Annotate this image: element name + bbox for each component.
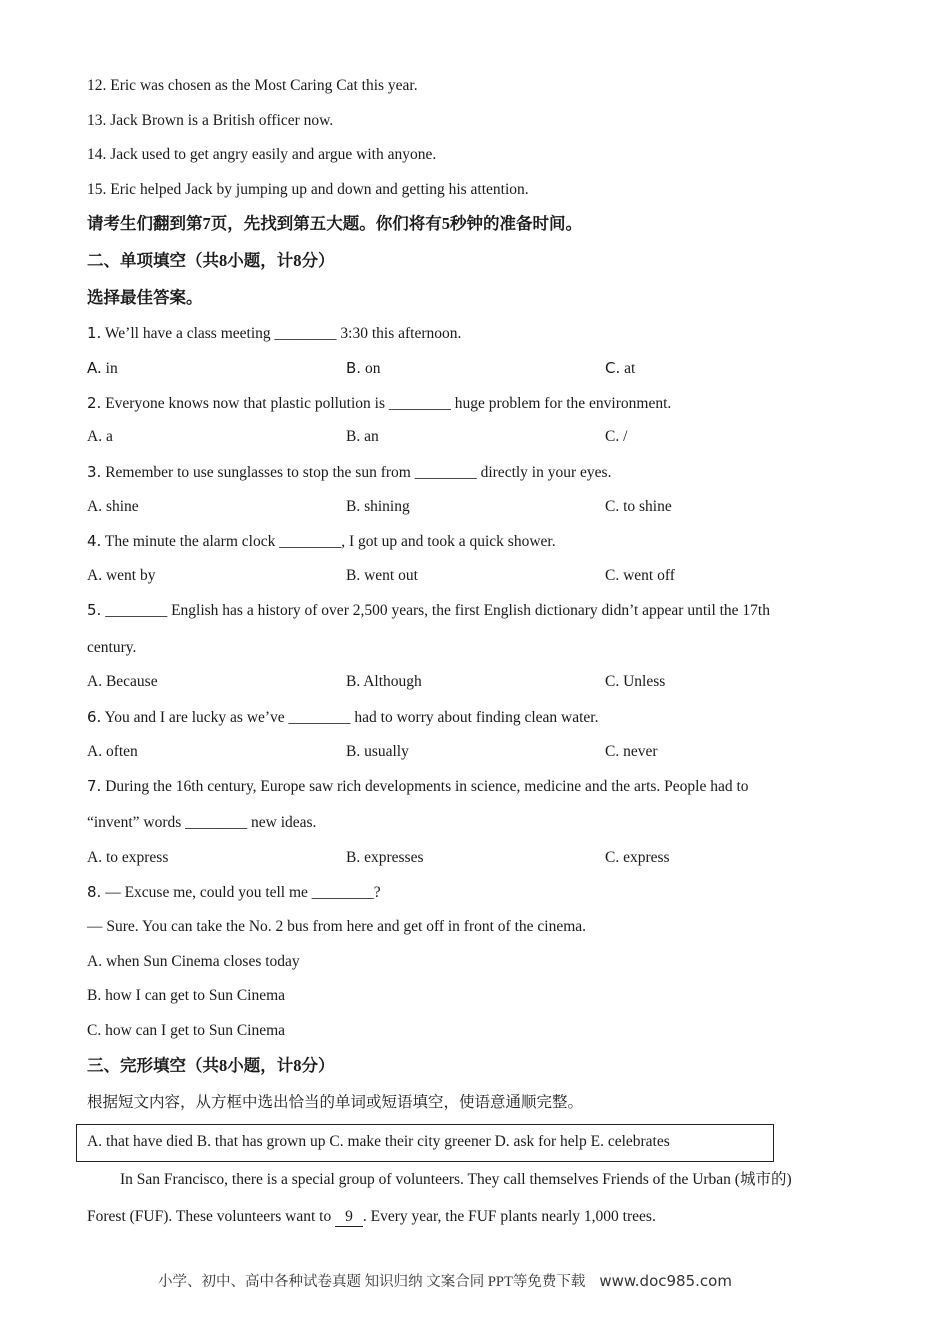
section-3-instruction: 根据短文内容，从方框中选出恰当的单词或短语填空，使语意通顺完整。 (87, 1094, 584, 1111)
q7-option-a[interactable]: A. to express (87, 849, 169, 866)
statement-13: 13. Jack Brown is a British officer now. (87, 112, 334, 129)
question-8-response: — Sure. You can take the No. 2 bus from here and get off in front of the cinema. (87, 918, 587, 935)
q7-option-b[interactable]: B. expresses (346, 849, 424, 866)
q5-option-a[interactable]: A. Because (87, 673, 158, 690)
question-7-continued: “invent” words ________ new ideas. (87, 814, 317, 831)
question-number: 8. (87, 883, 102, 901)
statement-15: 15. Eric helped Jack by jumping up and down and getting his attention. (87, 181, 529, 198)
q3-option-c[interactable]: C. to shine (605, 498, 672, 515)
q4-option-a[interactable]: A. went by (87, 567, 156, 584)
question-3 (87, 462, 611, 483)
q6-option-a[interactable]: A. often (87, 743, 138, 760)
q2-option-c[interactable]: C. / (605, 428, 628, 445)
q1-option-b[interactable] (346, 358, 380, 379)
q1-option-c[interactable] (605, 358, 635, 379)
question-text: ________ English has a history of over 2,500 years, the first English dictionary didn’t appear until the 17th (101, 602, 770, 619)
q1-option-a[interactable] (87, 358, 118, 379)
statement-12: 12. Eric was chosen as the Most Caring Cat this year. (87, 77, 418, 94)
option-letter: A. (87, 359, 102, 377)
q5-option-c[interactable]: C. Unless (605, 673, 666, 690)
q6-option-b[interactable]: B. usually (346, 743, 409, 760)
question-text: The minute the alarm clock ________, I got up and took a quick shower. (101, 533, 556, 550)
question-text: Remember to use sunglasses to stop the sun from ________ directly in your eyes. (101, 464, 612, 481)
question-text: You and I are lucky as we’ve ________ had to worry about finding clean water. (101, 709, 599, 726)
q8-option-a[interactable]: A. when Sun Cinema closes today (87, 953, 300, 970)
blank-9[interactable]: 9 (335, 1208, 363, 1227)
q5-option-b[interactable]: B. Although (346, 673, 422, 690)
question-5 (87, 600, 770, 621)
word-bank-options: A. that have died B. that has grown up C. make their city greener D. ask for help E. celebrates (87, 1133, 670, 1150)
q4-option-b[interactable]: B. went out (346, 567, 418, 584)
question-5-continued: century. (87, 639, 137, 656)
q2-option-b[interactable]: B. an (346, 428, 379, 445)
q8-option-c[interactable]: C. how can I get to Sun Cinema (87, 1022, 286, 1039)
question-text: — Excuse me, could you tell me ________? (101, 884, 381, 901)
option-text: at (620, 360, 636, 377)
option-letter: B. (346, 359, 362, 377)
passage-text: . Every year, the FUF plants nearly 1,000 trees. (362, 1208, 656, 1225)
q6-option-c[interactable]: C. never (605, 743, 658, 760)
q7-option-c[interactable]: C. express (605, 849, 670, 866)
question-6 (87, 707, 598, 728)
statement-14: 14. Jack used to get angry easily and argue with anyone. (87, 146, 437, 163)
question-number: 4. (87, 532, 102, 550)
question-2 (87, 393, 671, 414)
footer-text: 小学、初中、高中各种试卷真题 知识归纳 文案合同 PPT等免费下载 (158, 1274, 586, 1290)
passage-line-1: In San Francisco, there is a special group of volunteers. They call themselves Friends of the Urban (城市的) (120, 1171, 792, 1188)
q3-option-a[interactable]: A. shine (87, 498, 139, 515)
question-8 (87, 882, 381, 903)
question-4 (87, 531, 556, 552)
q3-option-b[interactable]: B. shining (346, 498, 410, 515)
word-bank-box (76, 1124, 774, 1162)
option-letter: C. (605, 359, 621, 377)
passage-text: Forest (FUF). These volunteers want to (87, 1208, 336, 1225)
question-text: During the 16th century, Europe saw rich developments in science, medicine and the arts. People had to (101, 778, 749, 795)
question-1 (87, 323, 461, 344)
page-footer (158, 1270, 732, 1291)
question-text: We’ll have a class meeting ________ 3:30 this afternoon. (101, 325, 462, 342)
question-number: 3. (87, 463, 102, 481)
question-text: Everyone knows now that plastic pollution is ________ huge problem for the environment. (101, 395, 672, 412)
section-2-title: 二、单项填空（共8小题，计8分） (87, 251, 335, 270)
question-number: 1. (87, 324, 102, 342)
question-number: 7. (87, 777, 102, 795)
q8-option-b[interactable]: B. how I can get to Sun Cinema (87, 987, 286, 1004)
question-number: 5. (87, 601, 102, 619)
question-number: 2. (87, 394, 102, 412)
q4-option-c[interactable]: C. went off (605, 567, 675, 584)
question-number: 6. (87, 708, 102, 726)
option-text: on (361, 360, 381, 377)
section-2-subtitle: 选择最佳答案。 (87, 288, 203, 307)
option-text: in (101, 360, 118, 377)
question-7 (87, 776, 749, 797)
section-3-title: 三、完形填空（共8小题，计8分） (87, 1056, 335, 1075)
q2-option-a[interactable]: A. a (87, 428, 113, 445)
passage-line-2 (87, 1207, 656, 1227)
turn-page-instruction: 请考生们翻到第7页，先找到第五大题。你们将有5秒钟的准备时间。 (87, 214, 582, 233)
footer-url[interactable]: www.doc985.com (599, 1272, 732, 1290)
